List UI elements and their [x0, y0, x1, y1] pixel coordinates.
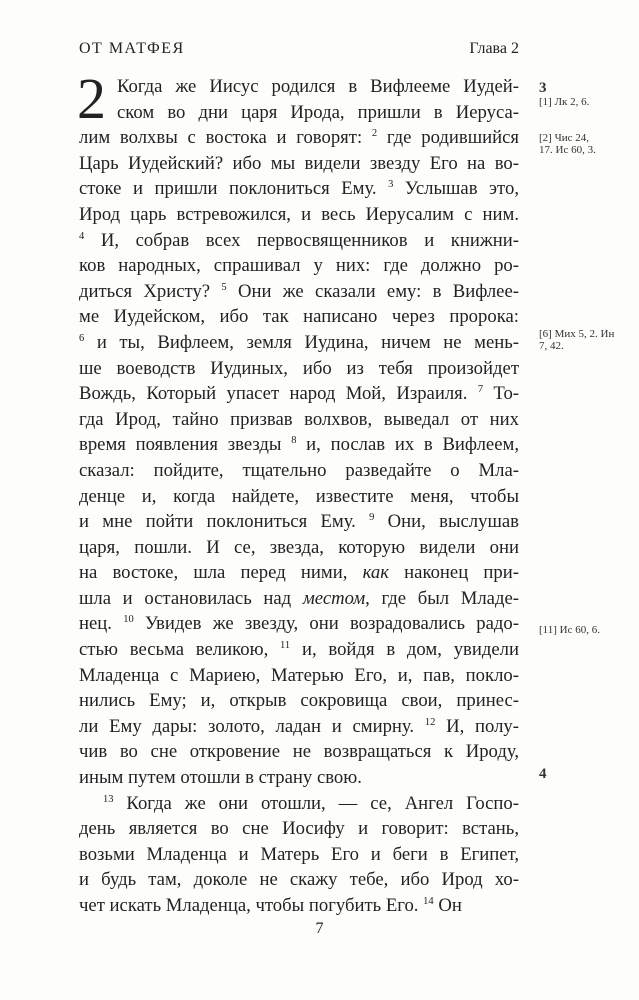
text-run: гда Ирод, тайно призвав волхвов, выведал от них [79, 408, 519, 430]
text-run: и мне пойти поклониться Ему. [79, 511, 370, 533]
text-line [79, 765, 519, 791]
chapter-label: Глава 2 [469, 40, 519, 57]
text-line [79, 304, 519, 330]
verse-number: 9 [369, 512, 375, 524]
text-run: И, собрав всех первосвященников и книжни- [84, 229, 519, 251]
text-line [79, 535, 519, 561]
text-run: ском во дни царя Ирода, пришли в Иеруса- [117, 101, 519, 123]
text-line [79, 560, 519, 586]
text-run: где родившийся [377, 127, 519, 149]
verse-number: 2 [371, 128, 378, 140]
text-run: и будь там, доколе не скажу тебе, ибо Ирод хо- [79, 869, 519, 891]
text-run: стью весьма великою, [79, 639, 281, 661]
text-run: Услышав это, [393, 178, 519, 200]
text-line [79, 125, 519, 151]
text-run: Вождь, Который упасет народ Мой, Израиля. [79, 383, 478, 405]
running-head [79, 40, 519, 58]
text-line [79, 458, 519, 484]
text-line [79, 509, 519, 535]
text-run: на востоке, шла перед ними, [79, 562, 363, 584]
text-run: наконец при- [388, 562, 519, 584]
text-line [79, 279, 519, 305]
verse-number: 10 [123, 614, 134, 626]
text-run: Младенца с Мариею, Матерью Его, и, пав, покло- [79, 664, 519, 686]
text-line [79, 893, 519, 919]
text-run: стоке и пришли поклониться Ему. [79, 178, 389, 200]
text-line [79, 253, 519, 279]
text-run: То- [483, 383, 520, 405]
text-line [79, 484, 519, 510]
text-line [79, 688, 519, 714]
text-run: Увидев же звезду, они возрадовались радо- [133, 613, 519, 635]
verse-number: 8 [291, 435, 297, 447]
text-run: Он [433, 895, 462, 916]
margin-note-1 [539, 80, 629, 108]
verse-number: 14 [423, 896, 434, 907]
text-run: диться Христу? [79, 280, 222, 302]
text-run: Когда же Иисус родился в Вифлееме Иудей- [117, 76, 519, 97]
text-run: ли Ему дары: золото, ладан и смирну. [79, 715, 425, 737]
text-line [79, 611, 519, 637]
margin-note-3 [539, 328, 619, 352]
text-line [79, 791, 519, 817]
text-run: Они, выслушав [374, 511, 519, 533]
cross-reference: [6] Мих 5, 2. Ин 7, 42. [539, 328, 615, 352]
text-run: И, полу- [435, 715, 519, 737]
text-run: день является во сне Иосифу и говорит: встань, [79, 818, 519, 840]
margin-note-2 [539, 132, 601, 156]
body-text [77, 66, 520, 919]
text-run: ше воеводств Иудиных, ибо из тебя произойдет [79, 357, 519, 379]
text-line [117, 74, 519, 100]
text-run: нились Ему; и, открыв сокровища свои, принес- [79, 690, 519, 712]
text-run: чет искать Младенца, чтобы погубить Его. [79, 895, 424, 916]
text-run: иным путем отошли в страну свою. [79, 767, 362, 789]
page-number: 7 [315, 920, 324, 937]
text-run: ков народных, спрашивал у них: где должно ро- [79, 255, 519, 277]
verse-number: 7 [477, 384, 484, 396]
text-line [79, 637, 519, 663]
text-run: и, войдя в дом, увидели [290, 639, 520, 661]
book-title: ОТ МАТФЕЯ [79, 40, 185, 57]
text-line [79, 816, 519, 842]
text-line [117, 100, 519, 126]
text-run: нец. [79, 613, 124, 635]
text-line [79, 867, 519, 893]
text-line [79, 739, 519, 765]
verse-number: 4 [79, 230, 85, 242]
verse-number: 6 [79, 332, 85, 344]
text-run: Царь Иудейский? ибо мы видели звезду Его на во- [79, 152, 519, 174]
text-run: царя, пошли. И се, звезда, которую видели они [79, 536, 519, 558]
verse-number: 3 [388, 179, 394, 191]
text-line [79, 842, 519, 868]
verse-number: 11 [280, 640, 291, 652]
text-run: шла и остановилась над [79, 587, 303, 609]
section-number: 3 [539, 80, 547, 96]
cross-reference: [1] Лк 2, 6. [539, 96, 590, 108]
cross-reference: [11] Ис 60, 6. [539, 624, 600, 636]
text-run: возьми Младенца и Матерь Его и беги в Египет, [79, 843, 519, 865]
verse-number: 5 [221, 281, 227, 293]
italic-word: как [362, 562, 389, 584]
text-line [79, 330, 519, 356]
verse-number: 13 [103, 793, 114, 805]
section-number: 4 [539, 766, 547, 782]
text-line [79, 407, 519, 433]
text-run: ме Иудейском, ибо так написано через пророка: [79, 306, 519, 328]
text-line [79, 432, 519, 458]
text-run: и, послав их в Вифлеем, [296, 434, 519, 456]
text-line [79, 356, 519, 382]
text-run: Они же сказали ему: в Вифлее- [226, 280, 519, 302]
verse-number: 12 [424, 716, 436, 728]
text-line [79, 228, 519, 254]
text-run: Когда же они отошли, — се, Ангел Госпо- [113, 792, 519, 814]
text-line [79, 714, 519, 740]
italic-word: местом [302, 587, 366, 609]
text-run: и ты, Вифлеем, земля Иудина, ничем не мень- [84, 331, 519, 353]
cross-reference: [2] Чис 24, 17. Ис 60, 3. [539, 132, 596, 156]
text-run: чив во сне откровение не возвращаться к Ироду, [79, 741, 519, 763]
text-run: сказал: пойдите, тщательно разведайте о Мла- [79, 459, 519, 481]
chapter-drop-cap: 2 [77, 66, 106, 131]
text-line [79, 151, 519, 177]
text-line [79, 381, 519, 407]
text-run: Ирод царь встревожился, и весь Иерусалим с ним. [79, 203, 519, 225]
text-run: , где был Младе- [365, 587, 519, 609]
text-run: время появления звезды [79, 434, 292, 456]
text-line [79, 176, 519, 202]
margin-note-5 [539, 766, 629, 782]
text-run: лим волхвы с востока и говорят: [79, 127, 372, 149]
margin-note-4 [539, 624, 629, 636]
text-run: денце и, когда найдете, известите меня, чтобы [79, 485, 519, 507]
text-line [79, 202, 519, 228]
text-line [79, 663, 519, 689]
text-line [79, 586, 519, 612]
